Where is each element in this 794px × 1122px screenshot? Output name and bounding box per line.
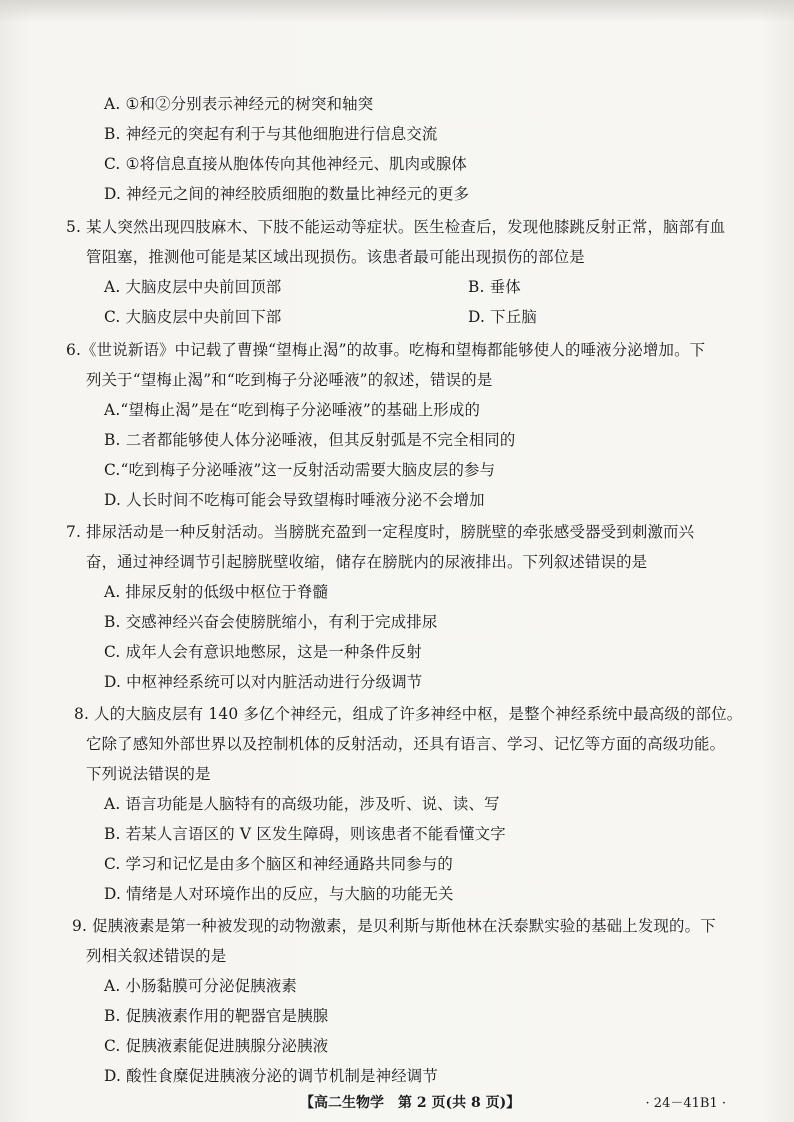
q9-stem-line1: 9. 促胰液素是第一种被发现的动物激素，是贝利斯与斯他林在沃泰默实验的基础上发现的。下 [72, 917, 716, 935]
q9-stem-line2: 列相关叙述错误的是 [86, 947, 227, 965]
footer-exam-code: · 24－41B1 · [645, 1096, 726, 1111]
q8-option-c: C. 学习和记忆是由多个脑区和神经通路共同参与的 [104, 855, 454, 873]
q6-option-a: A.“望梅止渴”是在“吃到梅子分泌唾液”的基础上形成的 [104, 401, 481, 419]
q4-option-a: A. ①和②分别表示神经元的树突和轴突 [104, 95, 374, 113]
q4-option-d: D. 神经元之间的神经胶质细胞的数量比神经元的更多 [104, 185, 470, 203]
bleed-through-shadow [380, 96, 760, 97]
q7-option-d: D. 中枢神经系统可以对内脏活动进行分级调节 [104, 673, 423, 691]
q8-option-d: D. 情绪是人对环境作出的反应，与大脑的功能无关 [104, 885, 454, 903]
q5-option-a: A. 大脑皮层中央前回顶部 [104, 278, 282, 296]
q9-option-d: D. 酸性食糜促进胰液分泌的调节机制是神经调节 [104, 1067, 438, 1085]
q8-stem-line3: 下列说法错误的是 [86, 765, 211, 783]
page-footer [0, 1092, 794, 1112]
q6-stem-line1: 6.《世说新语》中记载了曹操“望梅止渴”的故事。吃梅和望梅都能够使人的唾液分泌增加。下 [66, 341, 706, 359]
scan-edge-shadow [0, 0, 794, 22]
q6-stem-line2: 列关于“望梅止渴”和“吃到梅子分泌唾液”的叙述，错误的是 [86, 371, 493, 389]
q7-option-c: C. 成年人会有意识地憋尿，这是一种条件反射 [104, 643, 422, 661]
q5-option-b: B. 垂体 [468, 278, 521, 296]
footer-page-info: 【高二生物学 第 2 页(共 8 页)】 [300, 1095, 521, 1111]
q4-option-b: B. 神经元的突起有利于与其他细胞进行信息交流 [104, 125, 438, 143]
q5-option-c: C. 大脑皮层中央前回下部 [104, 308, 282, 326]
q5-stem-line1: 5. 某人突然出现四肢麻木、下肢不能运动等症状。医生检查后，发现他膝跳反射正常，脑部有血 [66, 218, 726, 236]
q6-option-d: D. 人长时间不吃梅可能会导致望梅时唾液分泌不会增加 [104, 491, 485, 509]
q9-option-a: A. 小肠黏膜可分泌促胰液素 [104, 977, 297, 995]
q8-stem-line1: 8. 人的大脑皮层有 140 多亿个神经元，组成了许多神经中枢，是整个神经系统中最高级的部位。 [74, 705, 743, 723]
q7-stem-line1: 7. 排尿活动是一种反射活动。当膀胱充盈到一定程度时，膀胱壁的牵张感受器受到刺激而兴 [66, 523, 695, 541]
q4-option-c: C. ①将信息直接从胞体传向其他神经元、肌肉或腺体 [104, 155, 468, 173]
q6-option-b: B. 二者都能够使人体分泌唾液，但其反射弧是不完全相同的 [104, 431, 516, 449]
q7-stem-line2: 奋，通过神经调节引起膀胱壁收缩，储存在膀胱内的尿液排出。下列叙述错误的是 [86, 553, 648, 571]
q5-option-d: D. 下丘脑 [468, 308, 537, 326]
q9-option-c: C. 促胰液素能促进胰腺分泌胰液 [104, 1037, 329, 1055]
q8-option-a: A. 语言功能是人脑特有的高级功能，涉及听、说、读、写 [104, 795, 500, 813]
q6-option-c: C.“吃到梅子分泌唾液”这一反射活动需要大脑皮层的参与 [104, 461, 496, 479]
q7-option-a: A. 排尿反射的低级中枢位于脊髓 [104, 583, 329, 601]
q9-option-b: B. 促胰液素作用的靶器官是胰腺 [104, 1007, 329, 1025]
q7-option-b: B. 交感神经兴奋会使膀胱缩小，有利于完成排尿 [104, 613, 438, 631]
q8-option-b: B. 若某人言语区的 V 区发生障碍，则该患者不能看懂文字 [104, 825, 506, 843]
q8-stem-line2: 它除了感知外部世界以及控制机体的反射活动，还具有语言、学习、记忆等方面的高级功能。 [86, 735, 726, 753]
q5-stem-line2: 管阻塞，推测他可能是某区域出现损伤。该患者最可能出现损伤的部位是 [86, 248, 585, 266]
